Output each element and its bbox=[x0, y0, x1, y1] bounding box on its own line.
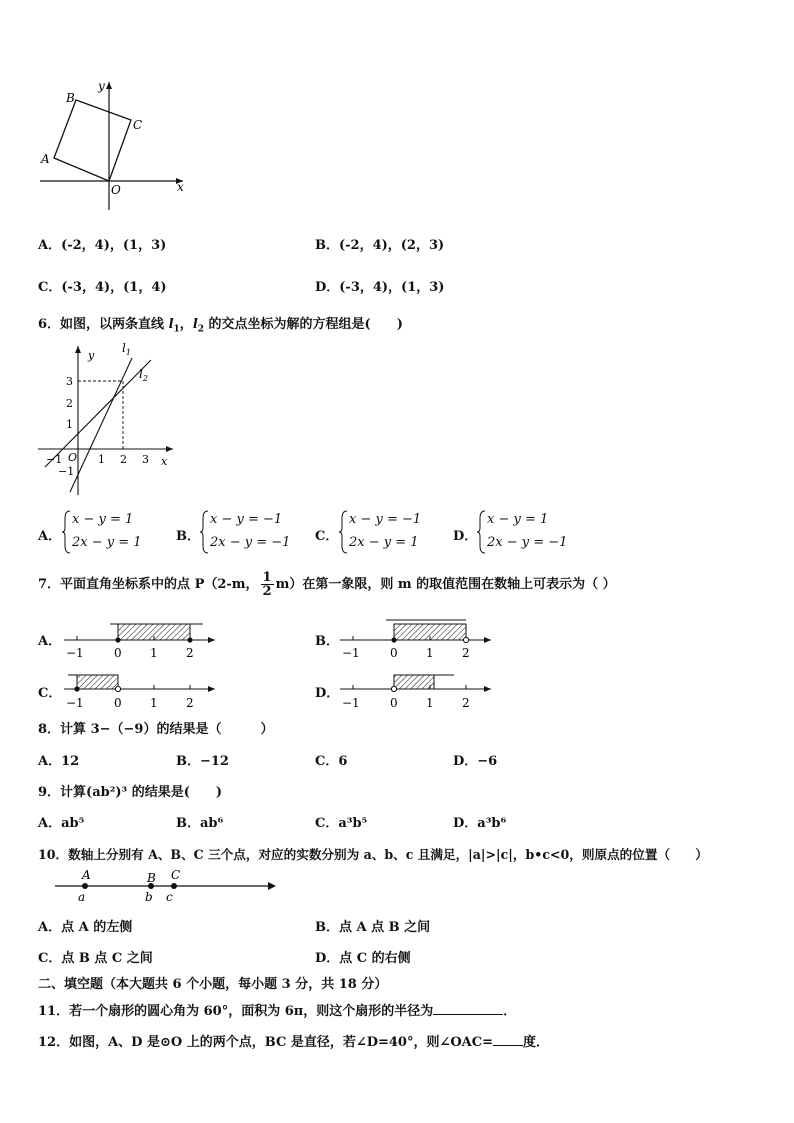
q9-option-a: A．ab⁵ bbox=[38, 816, 85, 831]
q6-xtick-1: 1 bbox=[98, 453, 105, 466]
svg-text:−1: −1 bbox=[66, 696, 84, 710]
svg-text:0: 0 bbox=[390, 646, 398, 660]
q5-label-c: C bbox=[133, 118, 143, 132]
q5-label-y: y bbox=[98, 79, 105, 93]
svg-text:2: 2 bbox=[186, 646, 194, 660]
q10-stem: 10．数轴上分别有 A、B、C 三个点，对应的实数分别为 a、b、c 且满足，|a|>|c|，b•c<0，则原点的位置（ ） bbox=[38, 847, 708, 862]
q6-ytick-2: 2 bbox=[66, 397, 73, 410]
q6-label-y: y bbox=[88, 349, 95, 362]
q10-option-d: D．点 C 的右侧 bbox=[315, 951, 411, 966]
svg-text:2: 2 bbox=[462, 646, 470, 660]
q11-stem: 11．若一个扇形的圆心角为 60°，面积为 6π，则这个扇形的半径为 ． bbox=[38, 1004, 517, 1019]
q9-option-b: B．ab⁶ bbox=[176, 816, 224, 831]
q8-option-d: D．−6 bbox=[453, 754, 498, 769]
q5-option-b: B．(-2，4)，(2，3) bbox=[315, 238, 445, 253]
section-fill-in-heading: 二、填空题（本大题共 6 个小题，每小题 3 分，共 18 分） bbox=[38, 977, 388, 992]
q7-option-a-numberline bbox=[60, 615, 220, 661]
q6-line-l2 bbox=[45, 360, 151, 467]
q5-label-b: B bbox=[66, 91, 75, 105]
q9-stem: 9．计算(ab²)³ 的结果是( ) bbox=[38, 785, 223, 800]
q6-stem: 6．如图，以两条直线 $l_1$，$l_2$ 的交点坐标为解的方程组是( ) bbox=[38, 317, 403, 335]
svg-text:−1: −1 bbox=[66, 646, 84, 660]
q10-label-lower-b: b bbox=[145, 890, 153, 904]
svg-text:1: 1 bbox=[150, 696, 158, 710]
q9-option-c: C．a³b⁵ bbox=[315, 816, 368, 831]
svg-text:2: 2 bbox=[186, 696, 194, 710]
q8-option-a: A．12 bbox=[38, 754, 80, 769]
q5-label-x: x bbox=[177, 180, 184, 194]
q6-label-l2: $l_2$ bbox=[139, 367, 148, 383]
q8-option-c: C．6 bbox=[315, 754, 348, 769]
q5-option-c: C．(-3，4)，(1，4) bbox=[38, 280, 167, 295]
q5-label-a: A bbox=[41, 152, 50, 166]
svg-text:1: 1 bbox=[426, 696, 434, 710]
q5-square bbox=[54, 100, 131, 181]
q8-option-b: B．−12 bbox=[176, 754, 229, 769]
svg-text:−1: −1 bbox=[342, 696, 360, 710]
q7-option-c-label: C． bbox=[38, 686, 62, 701]
q7-option-a-label: A． bbox=[38, 634, 62, 649]
q12-stem: 12．如图，A、D 是⊙O 上的两个点，BC 是直径，若∠D=40°，则∠OAC= 度． bbox=[38, 1035, 550, 1050]
q7-option-c-numberline bbox=[60, 667, 220, 713]
q6-option-a-label: A． bbox=[38, 529, 62, 544]
svg-text:2: 2 bbox=[462, 696, 470, 710]
q8-stem: 8．计算 3−（−9）的结果是（ ） bbox=[38, 722, 274, 737]
q6-xtick-neg1: −1 bbox=[46, 453, 63, 466]
q6-label-l1: $l_1$ bbox=[122, 341, 131, 357]
svg-text:0: 0 bbox=[114, 696, 122, 710]
q7-option-d-label: D． bbox=[315, 686, 340, 701]
q11-answer-blank[interactable] bbox=[433, 1002, 503, 1015]
q6-label-o: O bbox=[68, 451, 78, 464]
q12-answer-blank[interactable] bbox=[493, 1033, 523, 1046]
q6-option-d-label: D． bbox=[453, 529, 478, 544]
svg-text:1: 1 bbox=[150, 646, 158, 660]
q6-xtick-2: 2 bbox=[120, 453, 127, 466]
q6-lines-figure bbox=[36, 340, 186, 498]
q6-label-x: x bbox=[161, 455, 168, 468]
q5-square-figure bbox=[38, 78, 198, 218]
q6-ytick-1: 1 bbox=[66, 418, 73, 431]
q7-stem: 7．平面直角坐标系中的点 P（2-m， $\frac{1}{2}$ m）在第一象限，则 m 的取值范围在数轴上可表示为（ ） bbox=[38, 570, 616, 599]
q6-option-c-label: C． bbox=[315, 529, 339, 544]
q7-option-b-numberline bbox=[336, 615, 496, 661]
svg-text:0: 0 bbox=[114, 646, 122, 660]
q10-numberline-figure bbox=[52, 866, 280, 906]
q5-option-a: A．(-2，4)，(1，3) bbox=[38, 238, 167, 253]
q10-option-a: A．点 A 的左侧 bbox=[38, 920, 133, 935]
svg-text:0: 0 bbox=[390, 696, 398, 710]
q10-label-upper-b: B bbox=[147, 871, 156, 885]
svg-text:−1: −1 bbox=[342, 646, 360, 660]
q10-label-lower-c: c bbox=[166, 890, 173, 904]
q10-option-b: B．点 A 点 B 之间 bbox=[315, 920, 431, 935]
q6-option-b-label: B． bbox=[176, 529, 200, 544]
q5-option-d: D．(-3，4)，(1，3) bbox=[315, 280, 445, 295]
q7-option-d-numberline bbox=[336, 667, 496, 713]
svg-text:1: 1 bbox=[426, 646, 434, 660]
q6-xtick-3: 3 bbox=[142, 453, 149, 466]
q6-ytick-neg1: −1 bbox=[58, 465, 75, 478]
q9-option-d: D．a³b⁶ bbox=[453, 816, 507, 831]
q10-option-c: C．点 B 点 C 之间 bbox=[38, 951, 153, 966]
q10-label-lower-a: a bbox=[78, 890, 86, 904]
q10-label-upper-c: C bbox=[171, 868, 181, 882]
q7-option-b-label: B． bbox=[315, 634, 339, 649]
q6-ytick-3: 3 bbox=[66, 375, 73, 388]
q5-label-o: O bbox=[111, 183, 121, 197]
q10-label-upper-a: A bbox=[82, 868, 91, 882]
q6-line-l1 bbox=[70, 358, 132, 492]
